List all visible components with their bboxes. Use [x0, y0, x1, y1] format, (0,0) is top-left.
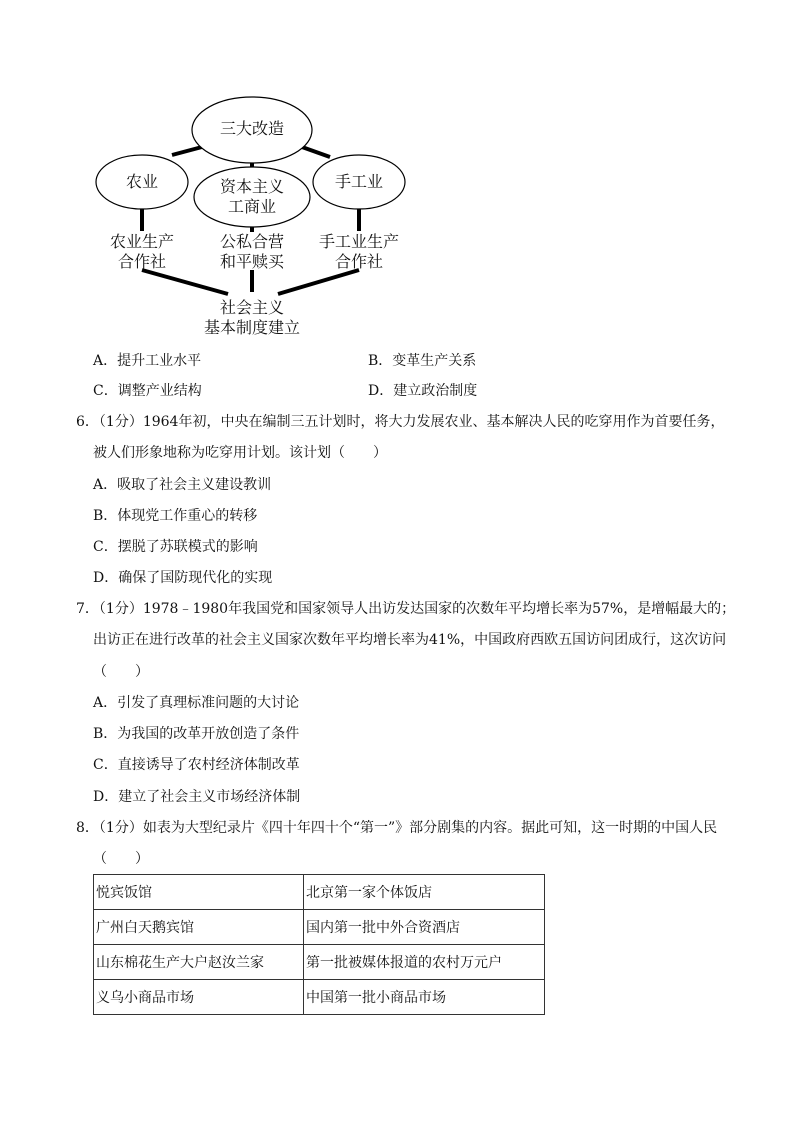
- q7-option-a[interactable]: A．引发了真理标准问题的大讨论: [93, 695, 300, 711]
- table-cell: 义乌小商品市场: [94, 980, 304, 1015]
- q7-option-c[interactable]: C．直接诱导了农村经济体制改革: [93, 757, 300, 773]
- left-result-1: 农业生产: [109, 232, 174, 251]
- q7-option-d[interactable]: D．建立了社会主义市场经济体制: [93, 789, 301, 805]
- table-row: [94, 875, 545, 910]
- top-label: 三大改造: [219, 119, 284, 138]
- q5-option-d[interactable]: D．建立政治制度: [368, 383, 478, 399]
- q6-option-d[interactable]: D．确保了国防现代化的实现: [93, 570, 273, 586]
- table-cell: 广州白天鹅宾馆: [94, 910, 304, 945]
- table-row: [94, 910, 545, 945]
- q8-stem-line-1: 8．（1分）如表为大型纪录片《四十年四十个“第一”》部分剧集的内容。据此可知，这一时期的中国人民: [76, 820, 718, 836]
- table-cell: 山东棉花生产大户赵汝兰家: [94, 945, 304, 980]
- left-result-2: 合作社: [117, 252, 166, 271]
- bottom-label-1: 社会主义: [219, 298, 284, 317]
- q5-option-a[interactable]: A．提升工业水平: [93, 353, 202, 369]
- table-cell: 中国第一批小商品市场: [304, 980, 545, 1015]
- q6-stem-line-2: 被人们形象地称为吃穿用计划。该计划（ ）: [93, 445, 387, 461]
- three-transformations-diagram: [0, 0, 794, 345]
- q6-option-c[interactable]: C．摆脱了苏联模式的影响: [93, 539, 258, 555]
- q6-option-a[interactable]: A．吸取了社会主义建设教训: [93, 477, 272, 493]
- table-cell: 国内第一批中外合资酒店: [304, 910, 545, 945]
- table-row: [94, 980, 545, 1015]
- q5-option-b[interactable]: B．变革生产关系: [368, 353, 477, 369]
- q7-stem-line-2: 出访正在进行改革的社会主义国家次数年平均增长率为41%，中国政府西欧五国访问团成行，这次访问: [93, 632, 727, 648]
- middle-label-1: 资本主义: [219, 177, 284, 196]
- middle-label-2: 工商业: [227, 197, 276, 216]
- right-label: 手工业: [334, 172, 383, 191]
- table-cell: 悦宾饭馆: [94, 875, 304, 910]
- right-result-2: 合作社: [334, 252, 383, 271]
- table-cell: 北京第一家个体饭店: [304, 875, 545, 910]
- q6-stem-line-1: 6．（1分）1964年初，中央在编制三五计划时，将大力发展农业、基本解决人民的吃穿用作为首要任务，: [76, 414, 725, 430]
- q6-option-b[interactable]: B．体现党工作重心的转移: [93, 508, 258, 524]
- middle-result-2: 和平赎买: [219, 252, 284, 271]
- documentary-episodes-table: [93, 874, 545, 1015]
- right-result-1: 手工业生产: [318, 232, 399, 251]
- middle-result-1: 公私合营: [219, 232, 284, 251]
- q7-option-b[interactable]: B．为我国的改革开放创造了条件: [93, 726, 300, 742]
- q5-option-c[interactable]: C．调整产业结构: [93, 383, 202, 399]
- q7-stem-line-1: 7．（1分）1978﹣1980年我国党和国家领导人出访发达国家的次数年平均增长率为57%，是增幅最大的；: [76, 601, 736, 617]
- table-row: [94, 945, 545, 980]
- bottom-label-2: 基本制度建立: [203, 318, 300, 337]
- left-label: 农业: [125, 172, 158, 191]
- table-cell: 第一批被媒体报道的农村万元户: [304, 945, 545, 980]
- q7-stem-line-3: （ ）: [93, 664, 149, 680]
- q8-stem-line-2: （ ）: [93, 851, 149, 867]
